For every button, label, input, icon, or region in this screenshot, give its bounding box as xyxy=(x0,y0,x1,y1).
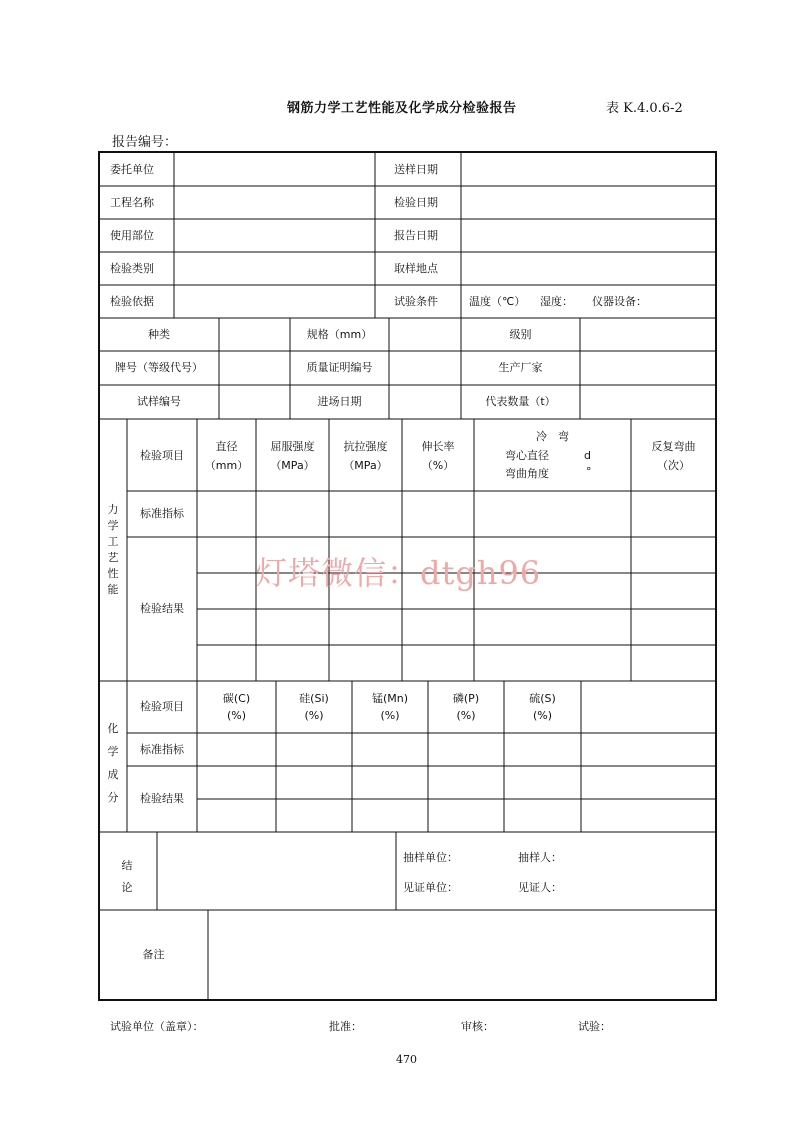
label-brand: 牌号（等级代号） xyxy=(115,361,203,374)
label-arrival-date: 进场日期 xyxy=(317,395,362,408)
chem-standard-label: 标准指标 xyxy=(140,743,184,756)
mech-degree: ° xyxy=(586,465,592,478)
mech-tensile: 抗拉强度 xyxy=(343,440,388,453)
mech-elongation-unit: （%） xyxy=(421,459,455,472)
chem-phosphorus: 磷(P) xyxy=(452,692,480,705)
label-test-basis: 检验依据 xyxy=(110,295,154,308)
mech-tensile-unit: （MPa） xyxy=(343,459,388,472)
label-test-category: 检验类别 xyxy=(110,262,154,275)
label-humidity: 湿度： xyxy=(540,295,573,308)
mech-item-label: 检验项目 xyxy=(140,449,184,462)
mech-standard-label: 标准指标 xyxy=(140,507,184,520)
label-temperature: 温度（℃） xyxy=(469,295,526,308)
chem-result-label: 检验结果 xyxy=(140,792,184,805)
label-quality-cert: 质量证明编号 xyxy=(306,361,373,374)
label-type: 种类 xyxy=(148,328,170,341)
chem-silicon: 硅(Si) xyxy=(299,692,329,705)
remarks-label: 备注 xyxy=(142,948,165,961)
chem-manganese-unit: (%) xyxy=(380,709,400,722)
mech-diameter-unit: （mm） xyxy=(204,459,249,472)
chem-manganese: 锰(Mn) xyxy=(371,692,409,705)
chem-silicon-unit: (%) xyxy=(304,709,324,722)
label-sample-no: 试样编号 xyxy=(137,395,181,408)
label-report-date: 报告日期 xyxy=(394,229,438,242)
label-test-conditions: 试验条件 xyxy=(394,295,438,308)
chem-phosphorus-unit: (%) xyxy=(456,709,476,722)
chem-sulfur: 硫(S) xyxy=(529,692,556,705)
footer-test: 试验： xyxy=(578,1020,611,1033)
label-spec: 规格（mm） xyxy=(306,328,373,341)
mech-section-label: 力学工艺性能 xyxy=(107,503,119,596)
witness-unit-label: 见证单位： xyxy=(403,881,458,894)
chem-carbon-unit: (%) xyxy=(226,709,247,722)
page-number: 470 xyxy=(396,1053,417,1066)
sampling-unit-label: 抽样单位： xyxy=(403,851,458,864)
label-grade: 级别 xyxy=(509,328,532,341)
table-number: 表 K.4.0.6-2 xyxy=(606,101,683,116)
conclusion-label: 结论 xyxy=(121,859,133,894)
mech-bend-angle: 弯曲角度 xyxy=(505,467,549,480)
report-title: 钢筋力学工艺性能及化学成分检验报告 xyxy=(287,101,517,116)
chem-item-label: 检验项目 xyxy=(140,700,184,713)
label-test-date: 检验日期 xyxy=(394,196,438,209)
label-sampling-site: 取样地点 xyxy=(394,262,438,275)
mech-cold-bend: 冷 弯 xyxy=(536,430,569,443)
footer-lab: 试验单位（盖章）： xyxy=(110,1020,204,1033)
chem-section-label: 化学成分 xyxy=(107,722,119,804)
sampler-label: 抽样人： xyxy=(518,851,562,864)
chem-carbon: 碳(C) xyxy=(222,692,251,705)
mech-yield: 屈服强度 xyxy=(270,440,315,453)
footer-approve: 批准： xyxy=(329,1020,362,1033)
label-project-name: 工程名称 xyxy=(110,196,154,209)
label-instruments: 仪器设备： xyxy=(592,295,647,308)
label-manufacturer: 生产厂家 xyxy=(498,361,543,374)
label-delivery-date: 送样日期 xyxy=(394,163,438,176)
mech-result-label: 检验结果 xyxy=(140,602,184,615)
witness-label: 见证人： xyxy=(518,881,562,894)
label-use-location: 使用部位 xyxy=(110,229,154,242)
mech-diameter: 直径 xyxy=(215,440,238,453)
label-rep-qty: 代表数量（t） xyxy=(485,395,556,408)
mech-rebend: 反复弯曲 xyxy=(651,440,696,453)
mech-bend-diameter: 弯心直径 xyxy=(505,449,549,462)
label-client: 委托单位 xyxy=(110,163,154,176)
mech-yield-unit: （MPa） xyxy=(270,459,315,472)
chem-sulfur-unit: (%) xyxy=(532,709,553,722)
footer-review: 审核： xyxy=(461,1020,494,1033)
mech-bend-d: d xyxy=(584,449,591,462)
report-number-label: 报告编号： xyxy=(112,135,178,150)
watermark: 灯塔微信：dtgh96 xyxy=(255,554,542,592)
mech-elongation: 伸长率 xyxy=(421,440,455,453)
mech-rebend-unit: （次） xyxy=(657,459,690,472)
